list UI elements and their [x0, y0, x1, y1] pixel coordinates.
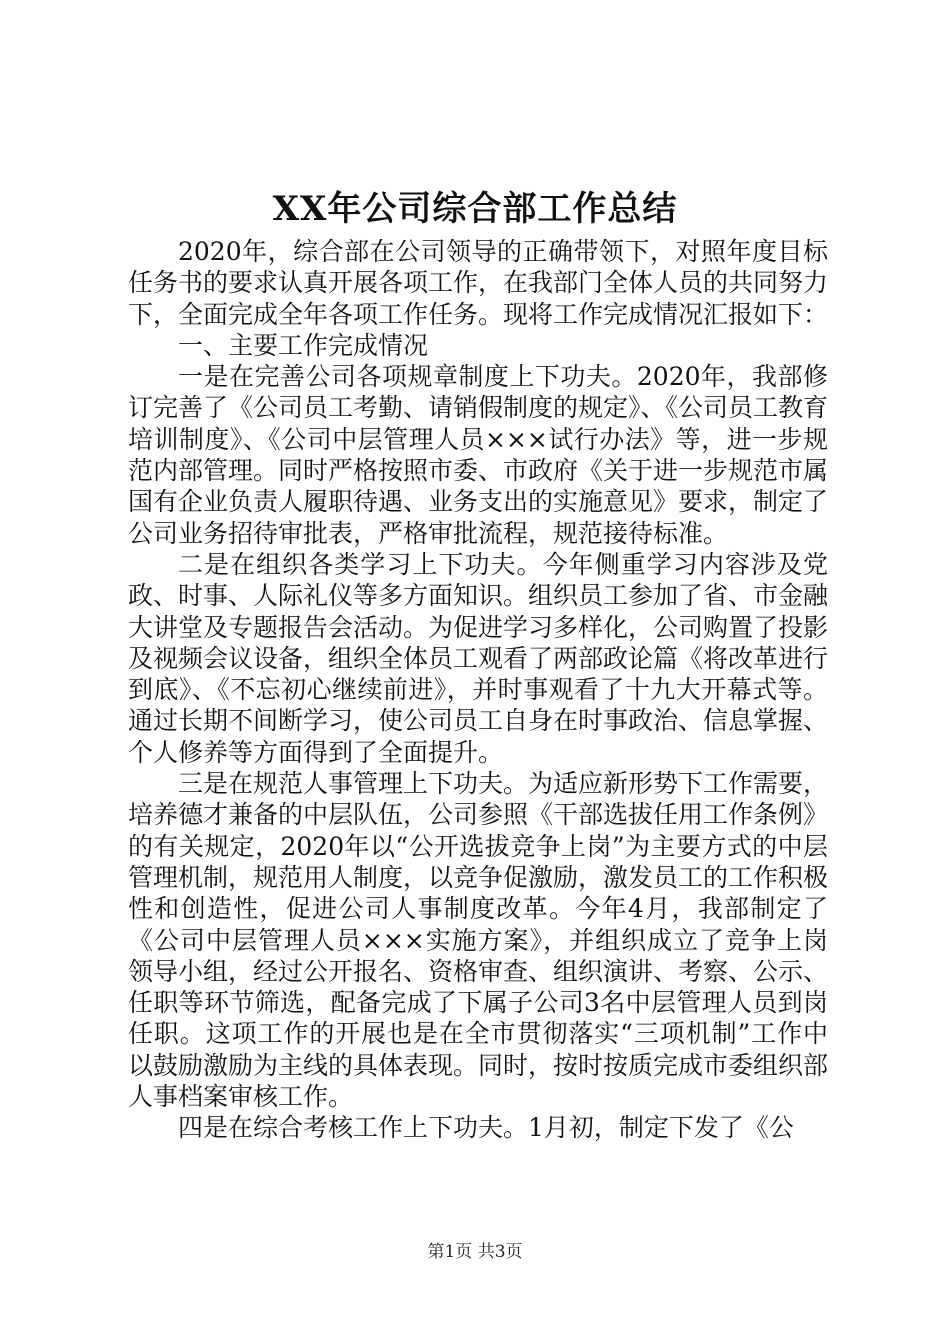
document-body	[128, 236, 828, 1144]
paragraph-learning: 二是在组织各类学习上下功夫。今年侧重学习内容涉及党政、时事、人际礼仪等多方面知识。组织员工参加了省、市金融大讲堂及专题报告会活动。为促进学习多样化，公司购置了投影及视频会议设备，组织全体员工观看了两部政论篇《将改革进行到底》、《不忘初心继续前进》，并时事观看了十九大开幕式等。通过长期不间断学习，使公司员工自身在时事政治、信息掌握、个人修养等方面得到了全面提升。	[128, 549, 829, 767]
paragraph-personnel: 三是在规范人事管理上下功夫。为适应新形势下工作需要，培养德才兼备的中层队伍，公司参照《干部选拔任用工作条例》的有关规定，2020年以“公开选拔竞争上岗”为主要方式的中层管理机制，规范用人制度，以竞争促激励，激发员工的工作积极性和创造性，促进公司人事制度改革。今年4月，我部制定了《公司中层管理人员×××实施方案》，并组织成立了竞争上岗领导小组，经过公开报名、资格审查、组织演讲、考察、公示、任职等环节筛选，配备完成了下属子公司3名中层管理人员到岗任职。这项工作的开展也是在全市贯彻落实“三项机制”工作中以鼓励激励为主线的具体表现。同时，按时按质完成市委组织部人事档案审核工作。	[128, 769, 829, 1112]
paragraph-regulations: 一是在完善公司各项规章制度上下功夫。2020年，我部修订完善了《公司员工考勤、请销假制度的规定》、《公司员工教育培训制度》、《公司中层管理人员×××试行办法》等，进一步规范内部管理。同时严格按照市委、市政府《关于进一步规范市属国有企业负责人履职待遇、业务支出的实施意见》要求，制定了公司业务招待审批表，严格审批流程，规范接待标准。	[128, 362, 829, 548]
paragraph-assessment: 四是在综合考核工作上下功夫。1月初，制定下发了《公	[178, 1113, 794, 1143]
page-total: 共3页	[477, 1242, 523, 1262]
page-number: 第1页	[427, 1242, 473, 1262]
document-title: XX年公司综合部工作总结	[272, 189, 678, 229]
page-footer	[0, 1240, 950, 1264]
intro-paragraph: 2020年，综合部在公司领导的正确带领下，对照年度目标任务书的要求认真开展各项工作，在我部门全体人员的共同努力下，全面完成全年各项工作任务。现将工作完成情况汇报如下：	[128, 237, 829, 329]
section-heading: 一、主要工作完成情况	[178, 330, 429, 360]
